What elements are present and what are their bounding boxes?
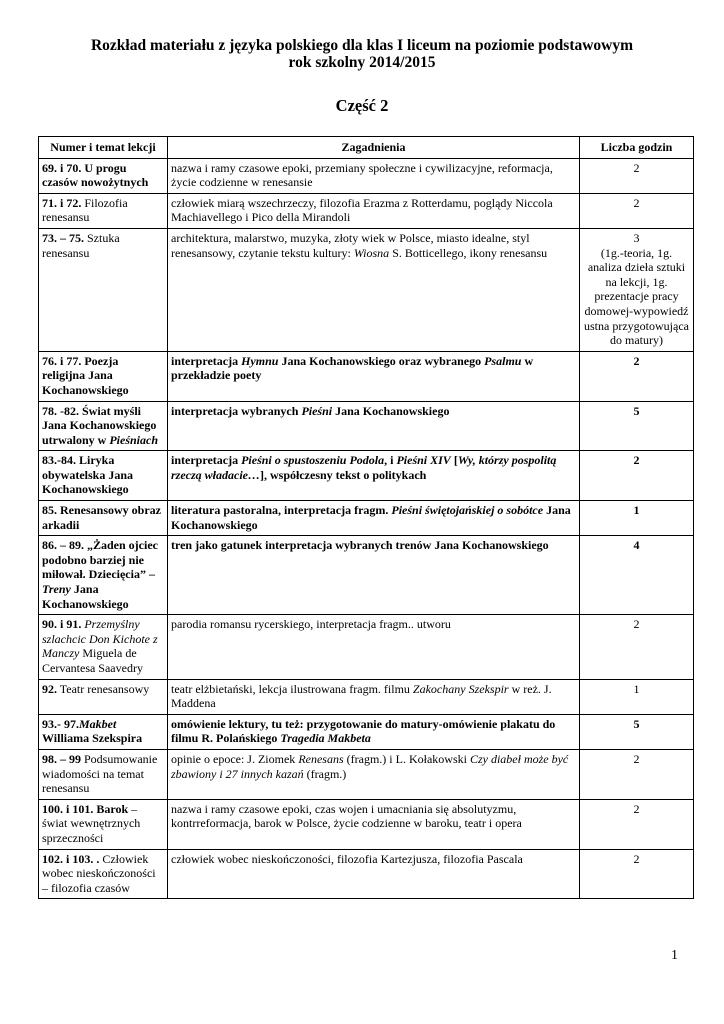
issues-cell: tren jako gatunek interpretacja wybranych trenów Jana Kochanowskiego xyxy=(168,536,580,615)
issues-cell: interpretacja Pieśni o spustoszeniu Podola, i Pieśni XIV [Wy, którzy pospolitą rzeczą władacie…], współczesny tekst o politykach xyxy=(168,451,580,501)
lesson-topic-cell: 69. i 70. U progu czasów nowożytnych xyxy=(39,158,168,193)
lesson-topic-cell: 76. i 77. Poezja religijna Jana Kochanowskiego xyxy=(39,351,168,401)
hours-cell: 5 xyxy=(580,714,694,749)
lesson-topic-cell: 83.-84. Liryka obywatelska Jana Kochanowskiego xyxy=(39,451,168,501)
lesson-topic-cell: 85. Renesansowy obraz arkadii xyxy=(39,501,168,536)
lesson-topic-cell: 78. -82. Świat myśli Jana Kochanowskiego utrwalony w Pieśniach xyxy=(39,401,168,451)
lesson-topic-cell: 71. i 72. Filozofia renesansu xyxy=(39,193,168,228)
issues-cell: literatura pastoralna, interpretacja fragm. Pieśni świętojańskiej o sobótce Jana Kochanowskiego xyxy=(168,501,580,536)
table-row xyxy=(39,714,694,749)
issues-cell: parodia romansu rycerskiego, interpretacja fragm.. utworu xyxy=(168,615,580,679)
table-row xyxy=(39,536,694,615)
lesson-topic-cell: 92. Teatr renesansowy xyxy=(39,679,168,714)
header-topic: Numer i temat lekcji xyxy=(39,137,168,159)
table-row xyxy=(39,351,694,401)
hours-cell: 2 xyxy=(580,615,694,679)
school-year: rok szkolny 2014/2015 xyxy=(288,54,436,71)
table-row xyxy=(39,158,694,193)
issues-cell: interpretacja wybranych Pieśni Jana Kochanowskiego xyxy=(168,401,580,451)
hours-cell: 4 xyxy=(580,536,694,615)
issues-cell: architektura, malarstwo, muzyka, złoty wiek w Polsce, miasto idealne, styl renesansowy, czytanie tekstu kultury: Wiosna S. Botticellego, ikony renesansu xyxy=(168,228,580,351)
lesson-topic-cell: 73. – 75. Sztuka renesansu xyxy=(39,228,168,351)
lesson-plan-table xyxy=(38,136,694,899)
issues-cell: nazwa i ramy czasowe epoki, przemiany społeczne i cywilizacyjne, reformacja, życie codzienne w renesansie xyxy=(168,158,580,193)
hours-cell: 2 xyxy=(580,749,694,799)
issues-cell: teatr elżbietański, lekcja ilustrowana fragm. filmu Zakochany Szekspir w reż. J. Maddena xyxy=(168,679,580,714)
table-row xyxy=(39,193,694,228)
table-header-row xyxy=(39,137,694,159)
issues-cell: opinie o epoce: J. Ziomek Renesans (fragm.) i L. Kołakowski Czy diabeł może być zbawiony i 27 innych kazań (fragm.) xyxy=(168,749,580,799)
hours-cell: 2 xyxy=(580,351,694,401)
document-title: Rozkład materiału z języka polskiego dla klas I liceum na poziomie podstawowym xyxy=(90,37,634,54)
hours-cell: 2 xyxy=(580,158,694,193)
lesson-topic-cell: 86. – 89. „Żaden ojciec podobno barziej nie miłował. Dziecięcia” – Treny Jana Kochanowskiego xyxy=(39,536,168,615)
table-row xyxy=(39,501,694,536)
table-row xyxy=(39,679,694,714)
issues-cell: nazwa i ramy czasowe epoki, czas wojen i umacniania się absolutyzmu, kontrreformacja, barok w Polsce, życie codzienne w baroku, teatr i opera xyxy=(168,799,580,849)
lesson-topic-cell: 102. i 103. . Człowiek wobec nieskończoności – filozofia czasów xyxy=(39,849,168,899)
hours-cell: 3 (1g.-teoria, 1g. analiza dzieła sztuki na lekcji, 1g. prezentacje pracy domowej-wypowiedź ustna przygotowująca do matury) xyxy=(580,228,694,351)
issues-cell: interpretacja Hymnu Jana Kochanowskiego oraz wybranego Psalmu w przekładzie poety xyxy=(168,351,580,401)
table-row xyxy=(39,615,694,679)
hours-cell: 2 xyxy=(580,451,694,501)
hours-cell: 2 xyxy=(580,193,694,228)
page-number: 1 xyxy=(671,948,678,963)
table-row xyxy=(39,849,694,899)
hours-cell: 1 xyxy=(580,679,694,714)
lesson-topic-cell: 98. – 99 Podsumowanie wiadomości na temat renesansu xyxy=(39,749,168,799)
lesson-topic-cell: 90. i 91. Przemyślny szlachcic Don Kichote z Manczy Miguela de Cervantesa Saavedry xyxy=(39,615,168,679)
table-row xyxy=(39,799,694,849)
issues-cell: człowiek miarą wszechrzeczy, filozofia Erazma z Rotterdamu, poglądy Niccola Machiavellego i Pico della Mirandoli xyxy=(168,193,580,228)
hours-cell: 2 xyxy=(580,799,694,849)
header-hours: Liczba godzin xyxy=(580,137,694,159)
table-row xyxy=(39,749,694,799)
table-row xyxy=(39,228,694,351)
issues-cell: omówienie lektury, tu też: przygotowanie do matury-omówienie plakatu do filmu R. Polańskiego Tragedia Makbeta xyxy=(168,714,580,749)
table-row xyxy=(39,401,694,451)
hours-cell: 2 xyxy=(580,849,694,899)
header-issues: Zagadnienia xyxy=(168,137,580,159)
hours-cell: 5 xyxy=(580,401,694,451)
issues-cell: człowiek wobec nieskończoności, filozofia Kartezjusza, filozofia Pascala xyxy=(168,849,580,899)
lesson-topic-cell: 100. i 101. Barok – świat wewnętrznych sprzeczności xyxy=(39,799,168,849)
table-row xyxy=(39,451,694,501)
hours-cell: 1 xyxy=(580,501,694,536)
part-heading: Część 2 xyxy=(335,96,389,115)
lesson-topic-cell: 93.- 97.Makbet Williama Szekspira xyxy=(39,714,168,749)
